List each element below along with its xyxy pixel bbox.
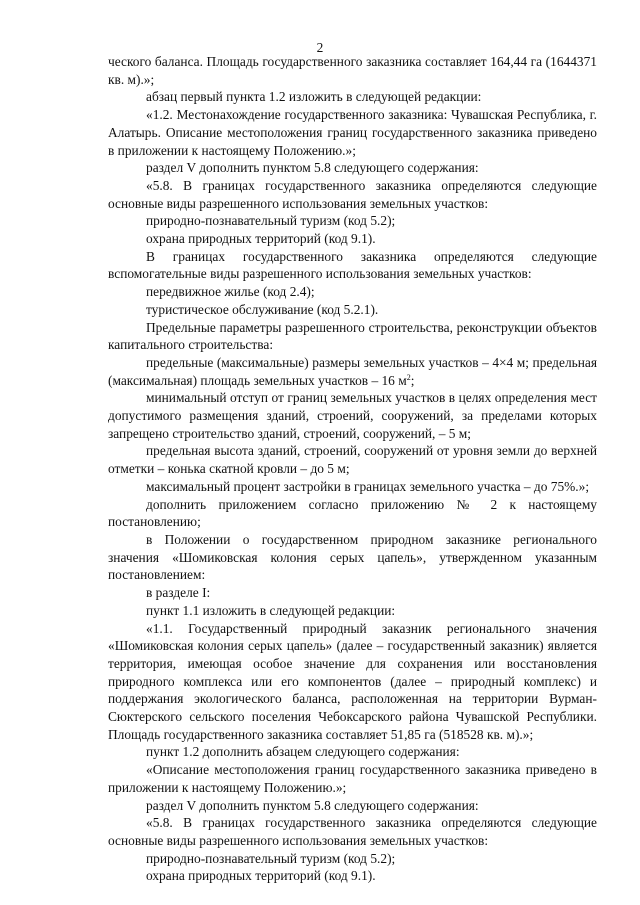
paragraph-text: в Положении о государственном природном заказнике регионального значения «Шомиковская колония серых цапель», утвержденном указанным постановлением: xyxy=(108,531,597,583)
paragraph xyxy=(108,584,597,602)
paragraph-text: минимальный отступ от границ земельных участков в целях определения мест допустимого размещения зданий, строений, сооружений, за пределами которых запрещено строительство зданий, строений, сооружений, – 5 м; xyxy=(108,390,597,441)
paragraph-text: дополнить приложением согласно приложению № 2 к настоящему постановлению; xyxy=(108,496,597,530)
paragraph xyxy=(108,389,597,442)
paragraph xyxy=(108,620,597,744)
paragraph-text: раздел V дополнить пунктом 5.8 следующего содержания: xyxy=(146,797,479,813)
paragraph-text: ческого баланса. Площадь государственного заказника составляет 164,44 га (1644371 кв. м).»; xyxy=(108,54,597,87)
paragraph xyxy=(108,850,597,868)
paragraph-text: передвижное жилье (код 2.4); xyxy=(146,284,315,300)
paragraph xyxy=(108,177,597,212)
paragraph xyxy=(108,797,597,815)
paragraph xyxy=(108,53,597,88)
paragraph xyxy=(108,354,597,389)
paragraph xyxy=(108,301,597,319)
paragraph-text: в разделе I: xyxy=(146,585,211,601)
paragraph xyxy=(108,230,597,248)
paragraph-text: «Описание местоположения границ государственного заказника приведено в приложении к настоящему Положению.»; xyxy=(108,762,597,795)
paragraph-text: охрана природных территорий (код 9.1). xyxy=(146,231,376,247)
paragraph-text: «5.8. В границах государственного заказника определяются следующие основные виды разрешенного использования земельных участков: xyxy=(108,177,597,211)
paragraph-text: В границах государственного заказника определяются следующие вспомогательные виды разрешенного использования земельных участков: xyxy=(108,248,597,282)
paragraph xyxy=(108,283,597,301)
paragraph xyxy=(108,106,597,159)
paragraph-text: предельные (максимальные) размеры земельных участков – 4×4 м; предельная (максимальная) площадь земельных участков – 16 м xyxy=(108,354,597,388)
paragraph-text: природно-познавательный туризм (код 5.2); xyxy=(146,213,396,229)
paragraph xyxy=(108,761,597,796)
paragraph xyxy=(108,442,597,477)
paragraph xyxy=(108,159,597,177)
paragraph-text: «1.2. Местонахождение государственного заказника: Чувашская Республика, г. Алатырь. Описание местоположения границ государственного заказника приведено в приложении к настоящему Положению.»; xyxy=(108,107,597,158)
paragraph-text: предельная высота зданий, строений, сооружений от уровня земли до верхней отметки – конька скатной кровли – до 5 м; xyxy=(108,443,597,477)
paragraph xyxy=(108,88,597,106)
paragraph-text: «1.1. Государственный природный заказник регионального значения «Шомиковская колония серых цапель» (далее – государственный заказник) является территория, имеющая особое значение для сохранения или восстановления природного комплекса или его компонентов (далее – природный комплекс) и поддержания экологического баланса, расположенная на территории Вурман-Сюктерского сельского поселения Чебоксарского района Чувашской Республики. Площадь государственного заказника составляет 51,85 га (518528 кв. м).»; xyxy=(108,620,597,742)
page-number: 2 xyxy=(316,40,324,55)
paragraph xyxy=(108,602,597,620)
paragraph-text: туристическое обслуживание (код 5.2.1). xyxy=(146,301,379,317)
paragraph-tail: ; xyxy=(410,372,415,388)
paragraph xyxy=(108,212,597,230)
paragraph xyxy=(108,248,597,283)
paragraph xyxy=(108,867,597,885)
paragraph-text: природно-познавательный туризм (код 5.2); xyxy=(146,850,396,866)
paragraph xyxy=(108,478,597,496)
paragraph xyxy=(108,319,597,354)
paragraph xyxy=(108,496,597,531)
paragraph xyxy=(108,743,597,761)
paragraph-text: пункт 1.2 дополнить абзацем следующего содержания: xyxy=(146,744,460,760)
paragraph-text: Предельные параметры разрешенного строительства, реконструкции объектов капитального строительства: xyxy=(108,319,597,353)
paragraph xyxy=(108,814,597,849)
paragraph-text: абзац первый пункта 1.2 изложить в следующей редакции: xyxy=(146,89,482,105)
paragraph xyxy=(108,531,597,584)
paragraph-text: «5.8. В границах государственного заказника определяются следующие основные виды разрешенного использования земельных участков: xyxy=(108,815,597,848)
paragraph-text: охрана природных территорий (код 9.1). xyxy=(146,868,376,884)
superscript: 2 xyxy=(406,372,411,382)
document-body xyxy=(108,53,597,885)
paragraph-text: пункт 1.1 изложить в следующей редакции: xyxy=(146,602,396,618)
paragraph-text: максимальный процент застройки в границах земельного участка – до 75%.»; xyxy=(146,478,590,494)
paragraph-text: раздел V дополнить пунктом 5.8 следующего содержания: xyxy=(146,160,479,176)
